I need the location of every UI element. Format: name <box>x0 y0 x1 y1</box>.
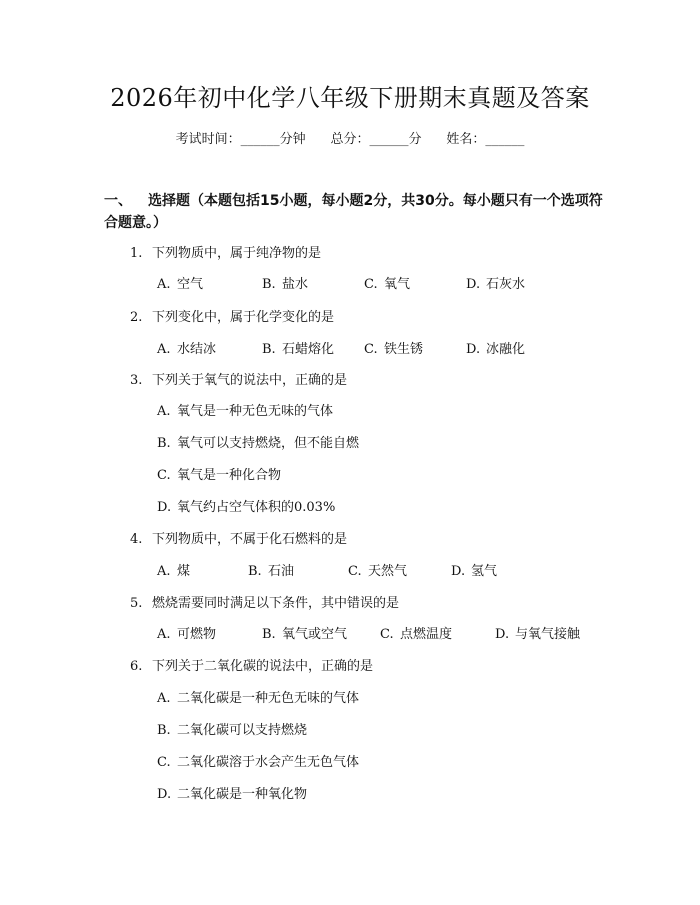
option-letter: C. <box>157 755 171 770</box>
question-stem <box>130 244 321 264</box>
option-letter: A. <box>157 627 171 642</box>
option-letter: D. <box>495 627 510 642</box>
option-letter: C. <box>364 342 378 357</box>
option-item <box>364 275 410 295</box>
option-item <box>262 625 347 645</box>
option-letter: B. <box>262 627 276 642</box>
option-letter: A. <box>157 564 171 579</box>
option-text: 冰融化 <box>486 342 526 357</box>
option-letter: A. <box>157 342 171 357</box>
option-letter: B. <box>262 277 276 292</box>
question-number: 5. <box>130 596 143 611</box>
question-stem <box>130 371 347 391</box>
option-text: 石蜡熔化 <box>282 342 335 357</box>
option-item <box>157 402 333 422</box>
option-letter: B. <box>157 723 171 738</box>
option-text: 二氧化碳是一种氧化物 <box>177 787 308 802</box>
option-text: 水结冰 <box>177 342 217 357</box>
score-blank: ______ <box>369 132 409 147</box>
section-text-line2: 合题意。） <box>104 215 167 231</box>
option-item <box>248 562 294 582</box>
name-blank: ______ <box>485 132 525 147</box>
option-text: 氧气或空气 <box>282 627 348 642</box>
option-item <box>262 340 334 360</box>
option-text: 二氧化碳是一种无色无味的气体 <box>177 691 360 706</box>
option-item <box>262 275 308 295</box>
question-text: 下列变化中，属于化学变化的是 <box>152 310 335 325</box>
option-text: 氧气 <box>384 277 411 292</box>
page-title: 2026年初中化学八年级下册期末真题及答案 <box>110 84 590 112</box>
option-text: 盐水 <box>282 277 309 292</box>
option-item <box>364 340 423 360</box>
option-item <box>157 434 359 454</box>
option-item <box>157 466 281 486</box>
option-item <box>157 721 307 741</box>
question-text: 燃烧需要同时满足以下条件，其中错误的是 <box>152 596 400 611</box>
option-item <box>495 625 580 645</box>
option-letter: D. <box>157 500 172 515</box>
question-text: 下列物质中，属于纯净物的是 <box>152 246 322 261</box>
question-stem <box>130 530 347 550</box>
question-number: 6. <box>130 659 143 674</box>
option-text: 氧气可以支持燃烧，但不能自燃 <box>177 436 360 451</box>
section-text-line1: 选择题（本题包括15小题，每小题2分，共30分。每小题只有一个选项符 <box>148 193 603 209</box>
score-unit: 分 <box>408 132 422 147</box>
option-text: 空气 <box>177 277 204 292</box>
option-item <box>157 275 203 295</box>
option-item <box>157 498 335 518</box>
option-letter: D. <box>157 787 172 802</box>
option-letter: C. <box>364 277 378 292</box>
question-stem <box>130 594 399 614</box>
option-text: 与氧气接触 <box>515 627 581 642</box>
option-letter: B. <box>262 342 276 357</box>
time-label: 考试时间： <box>175 132 241 147</box>
option-item <box>466 340 525 360</box>
option-letter: A. <box>157 691 171 706</box>
time-blank: ______ <box>240 132 280 147</box>
option-text: 二氧化碳溶于水会产生无色气体 <box>177 755 360 770</box>
option-letter: C. <box>157 468 171 483</box>
option-text: 煤 <box>177 564 191 579</box>
question-number: 1. <box>130 246 143 261</box>
question-stem <box>130 308 334 328</box>
question-number: 4. <box>130 532 143 547</box>
question-text: 下列物质中，不属于化石燃料的是 <box>152 532 348 547</box>
option-item <box>451 562 497 582</box>
question-stem <box>130 657 373 677</box>
option-text: 氧气是一种无色无味的气体 <box>177 404 334 419</box>
option-text: 点燃温度 <box>400 627 453 642</box>
option-letter: C. <box>348 564 362 579</box>
option-text: 氢气 <box>471 564 498 579</box>
option-letter: D. <box>466 277 481 292</box>
option-letter: C. <box>380 627 394 642</box>
section-number: 一、 <box>104 193 132 209</box>
option-text: 氧气约占空气体积的0.03% <box>177 500 336 515</box>
option-text: 石灰水 <box>486 277 526 292</box>
question-number: 3. <box>130 373 143 388</box>
exam-info-line <box>0 130 700 150</box>
option-item <box>157 753 359 773</box>
option-item <box>157 625 216 645</box>
option-text: 氧气是一种化合物 <box>177 468 282 483</box>
score-label: 总分： <box>330 132 370 147</box>
option-letter: A. <box>157 404 171 419</box>
option-item <box>157 562 190 582</box>
option-text: 二氧化碳可以支持燃烧 <box>177 723 308 738</box>
option-letter: B. <box>248 564 262 579</box>
option-item <box>157 785 307 805</box>
question-number: 2. <box>130 310 143 325</box>
option-text: 铁生锈 <box>384 342 424 357</box>
option-item <box>157 340 216 360</box>
option-item <box>157 689 359 709</box>
name-label: 姓名： <box>446 132 486 147</box>
option-text: 石油 <box>268 564 295 579</box>
time-unit: 分钟 <box>279 132 306 147</box>
option-text: 天然气 <box>368 564 408 579</box>
option-text: 可燃物 <box>177 627 217 642</box>
option-letter: D. <box>451 564 466 579</box>
option-item <box>348 562 407 582</box>
option-item <box>380 625 452 645</box>
option-letter: D. <box>466 342 481 357</box>
option-item <box>466 275 525 295</box>
question-text: 下列关于氧气的说法中，正确的是 <box>152 373 348 388</box>
option-letter: B. <box>157 436 171 451</box>
option-letter: A. <box>157 277 171 292</box>
section-heading <box>104 190 604 234</box>
question-text: 下列关于二氧化碳的说法中，正确的是 <box>152 659 374 674</box>
